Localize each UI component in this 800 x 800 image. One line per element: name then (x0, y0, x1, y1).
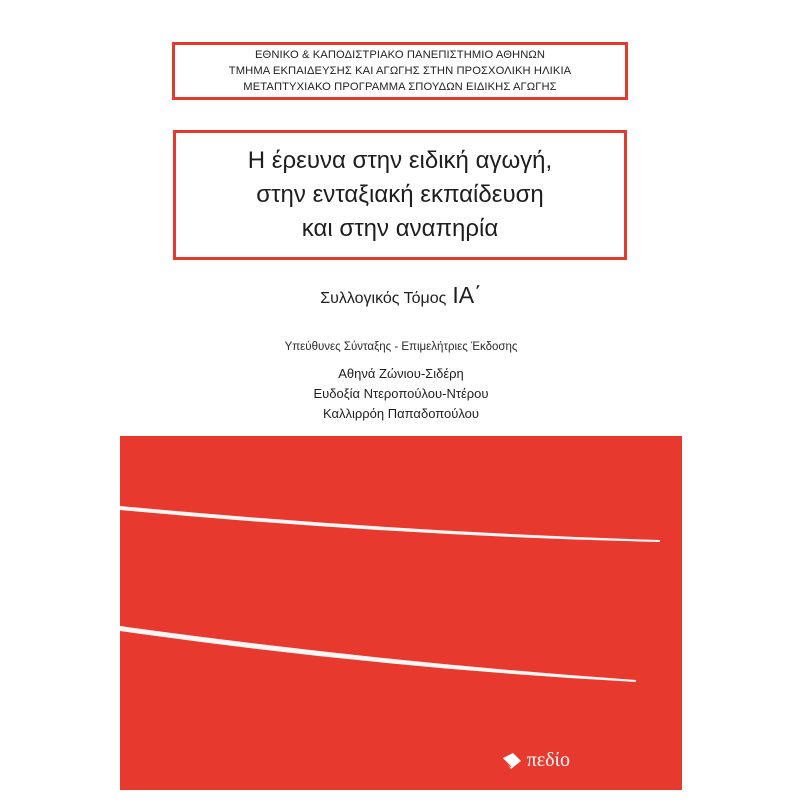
editors-list (120, 364, 682, 424)
book-logo-icon (502, 752, 522, 770)
title-line-1: Η έρευνα στην ειδική αγωγή, (247, 147, 553, 174)
title-box (173, 130, 627, 260)
publisher-name: πεδίο (526, 749, 570, 771)
institution-line-1: ΕΘΝΙΚΟ & ΚΑΠΟΔΙΣΤΡΙΑΚΟ ΠΑΝΕΠΙΣΤΗΜΙΟ ΑΘΗΝΩΝ (254, 49, 546, 61)
title-line-3: και στην αναπηρία (301, 215, 499, 242)
volume-label: Συλλογικός Τόμος (320, 290, 447, 307)
volume-heading (120, 282, 682, 309)
book-cover (120, 10, 682, 790)
title-line-2: στην ενταξιακή εκπαίδευση (256, 181, 544, 208)
editor-name: Αθηνά Ζώνιου-Σιδέρη (338, 366, 464, 381)
red-cover-panel (120, 436, 682, 790)
editor-name: Καλλιρρόη Παπαδοπούλου (322, 406, 480, 421)
volume-number: ΙΑ΄ (452, 282, 482, 308)
editor-name: Ευδοξία Ντεροπούλου-Ντέρου (313, 386, 489, 401)
institution-box (172, 42, 628, 100)
editors-label: Υπεύθυνες Σύνταξης - Επιμελήτριες Έκδοσης (284, 341, 518, 353)
institution-line-3: ΜΕΤΑΠΤΥΧΙΑΚΟ ΠΡΟΓΡΑΜΜΑ ΣΠΟΥΔΩΝ ΕΙΔΙΚΗΣ ΑΓΩΓΗΣ (243, 81, 557, 93)
decorative-white-lines (120, 436, 682, 790)
publisher-logo (502, 749, 570, 772)
institution-line-2: ΤΜΗΜΑ ΕΚΠΑΙΔΕΥΣΗΣ ΚΑΙ ΑΓΩΓΗΣ ΣΤΗΝ ΠΡΟΣΧΟΛΙΚΗ ΗΛΙΚΙΑ (228, 65, 572, 77)
